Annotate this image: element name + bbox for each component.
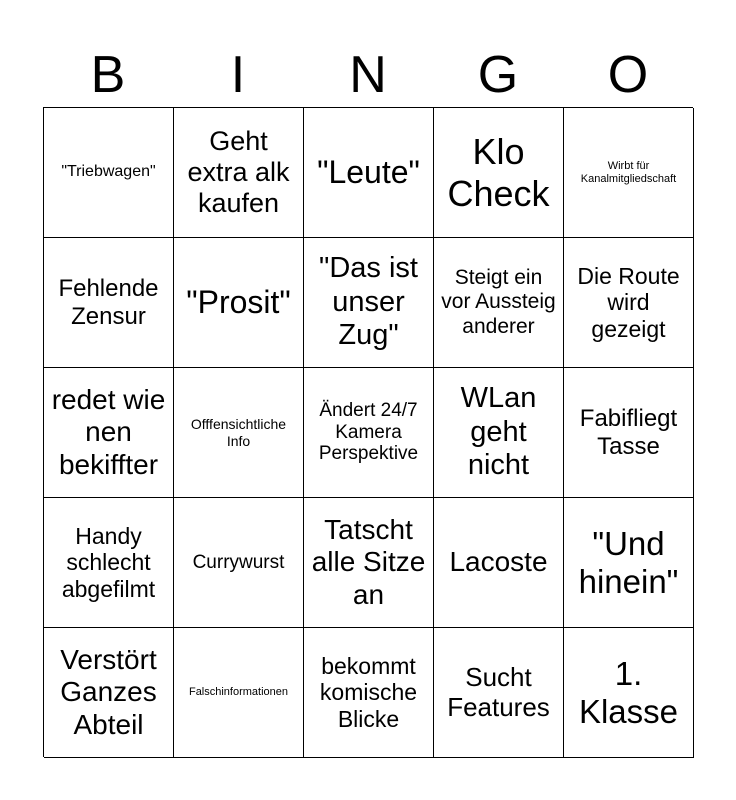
bingo-header	[43, 42, 693, 108]
header-letter-g: G	[477, 46, 519, 104]
bingo-cell[interactable]: Ändert 24/7 Kamera Perspektive	[304, 368, 434, 498]
bingo-cell[interactable]: "Triebwagen"	[44, 108, 174, 238]
bingo-cell[interactable]: WLan geht nicht	[434, 368, 564, 498]
bingo-cell[interactable]: Tatscht alle Sitze an	[304, 498, 434, 628]
bingo-cell[interactable]: Wirbt für Kanalmitgliedschaft	[564, 108, 694, 238]
bingo-cell[interactable]: Fabifliegt Tasse	[564, 368, 694, 498]
bingo-cell[interactable]: 1. Klasse	[564, 628, 694, 758]
bingo-cell[interactable]: Sucht Features	[434, 628, 564, 758]
bingo-cell[interactable]: Falschinformationen	[174, 628, 304, 758]
header-letter-b: B	[90, 46, 126, 104]
bingo-cell[interactable]: Die Route wird gezeigt	[564, 238, 694, 368]
bingo-cell[interactable]: Handy schlecht abgefilmt	[44, 498, 174, 628]
bingo-cell[interactable]: "Und hinein"	[564, 498, 694, 628]
header-letter-o: O	[607, 46, 649, 104]
bingo-cell[interactable]: Klo Check	[434, 108, 564, 238]
bingo-cell[interactable]: Fehlende Zensur	[44, 238, 174, 368]
bingo-cell[interactable]: "Leute"	[304, 108, 434, 238]
header-letter-i: I	[230, 46, 246, 104]
header-letter-n: N	[349, 46, 387, 104]
bingo-cell[interactable]: "Prosit"	[174, 238, 304, 368]
bingo-cell[interactable]: Currywurst	[174, 498, 304, 628]
bingo-cell[interactable]: Offfensichtliche Info	[174, 368, 304, 498]
bingo-cell[interactable]: Steigt ein vor Aussteig anderer	[434, 238, 564, 368]
bingo-cell[interactable]: Verstört Ganzes Abteil	[44, 628, 174, 758]
bingo-cell[interactable]: redet wie nen bekiffter	[44, 368, 174, 498]
bingo-cell[interactable]: bekommt komische Blicke	[304, 628, 434, 758]
bingo-grid	[43, 107, 693, 757]
bingo-cell[interactable]: Geht extra alk kaufen	[174, 108, 304, 238]
bingo-cell[interactable]: Lacoste	[434, 498, 564, 628]
bingo-cell[interactable]: "Das ist unser Zug"	[304, 238, 434, 368]
